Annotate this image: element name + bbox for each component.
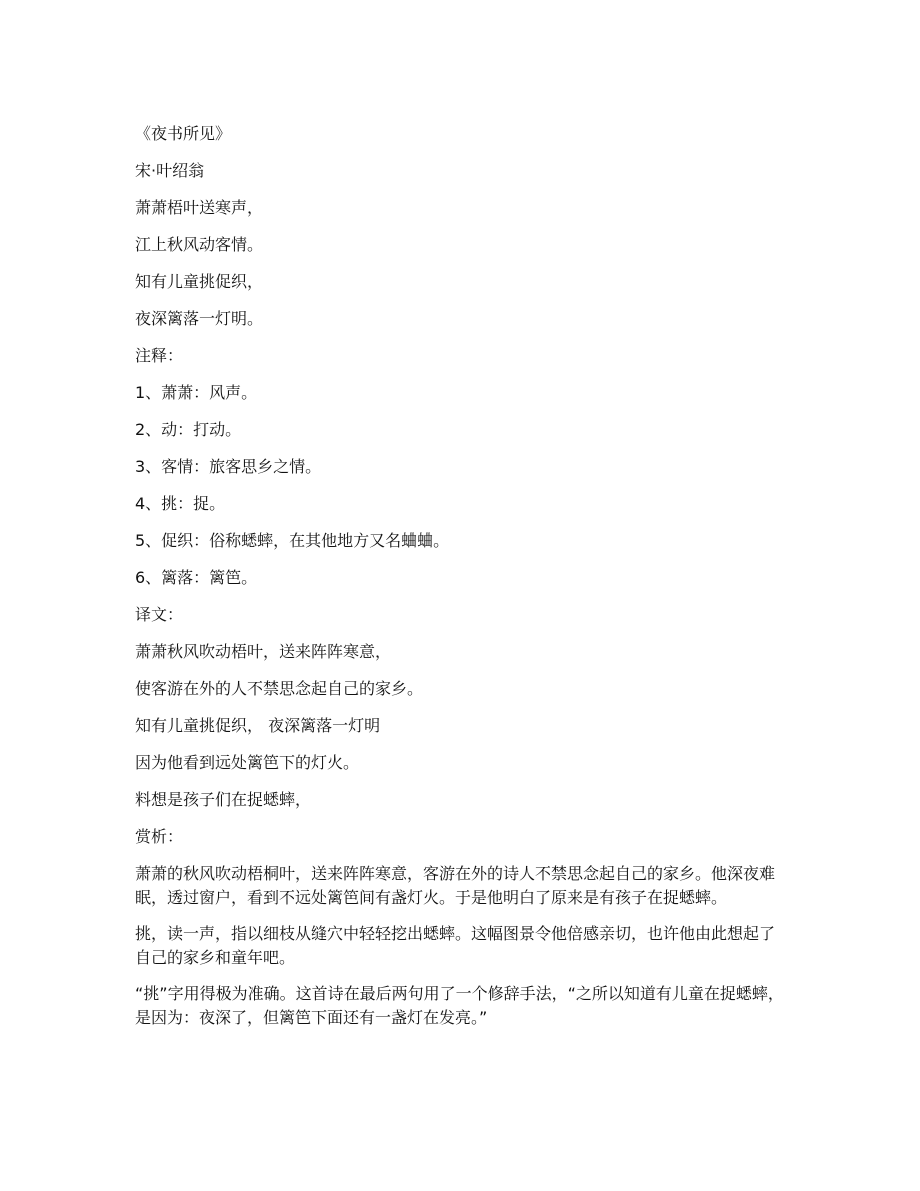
translation-line: 料想是孩子们在捉蟋蟀， [135, 790, 312, 809]
translation-line: 知有儿童挑促织， 夜深篱落一灯明 [135, 716, 381, 735]
poem-author: 宋·叶绍翁 [135, 161, 205, 180]
poem-line: 江上秋风动客情。 [135, 235, 264, 254]
appreciation-paragraph: “挑”字用得极为准确。这首诗在最后两句用了一个修辞手法，“之所以知道有儿童在捉蟋蟀，是因为：夜深了，但篱笆下面还有一盏灯在发亮。” [135, 984, 784, 1027]
poem-line: 萧萧梧叶送寒声， [135, 198, 264, 217]
translation-line: 使客游在外的人不禁思念起自己的家乡。 [135, 679, 424, 698]
poem-title: 《夜书所见》 [135, 124, 232, 143]
appreciation-heading: 赏析： [135, 827, 184, 846]
translation-line: 因为他看到远处篱笆下的灯火。 [135, 753, 360, 772]
translation-line: 萧萧秋风吹动梧叶，送来阵阵寒意， [135, 642, 392, 661]
appreciation-paragraph: 萧萧的秋风吹动梧桐叶，送来阵阵寒意，客游在外的诗人不禁思念起自己的家乡。他深夜难眠，透过窗户，看到不远处篱笆间有盏灯火。于是他明白了原来是有孩子在捉蟋蟀。 [135, 864, 776, 907]
document-body [135, 122, 790, 1042]
note-item: 2、动：打动。 [135, 420, 242, 439]
note-item: 6、篱落：篱笆。 [135, 568, 258, 587]
notes-heading: 注释： [135, 346, 184, 365]
note-item: 3、客情：旅客思乡之情。 [135, 457, 322, 476]
appreciation-paragraph: 挑，读一声，指以细枝从缝穴中轻轻挖出蟋蟀。这幅图景令他倍感亲切，也许他由此想起了自己的家乡和童年吧。 [135, 924, 776, 967]
note-item: 5、促织：俗称蟋蟀，在其他地方又名蛐蛐。 [135, 531, 450, 550]
note-item: 4、挑：捉。 [135, 494, 226, 513]
poem-line: 知有儿童挑促织， [135, 272, 264, 291]
note-item: 1、萧萧：风声。 [135, 383, 258, 402]
poem-line: 夜深篱落一灯明。 [135, 309, 264, 328]
translation-heading: 译文： [135, 605, 184, 624]
